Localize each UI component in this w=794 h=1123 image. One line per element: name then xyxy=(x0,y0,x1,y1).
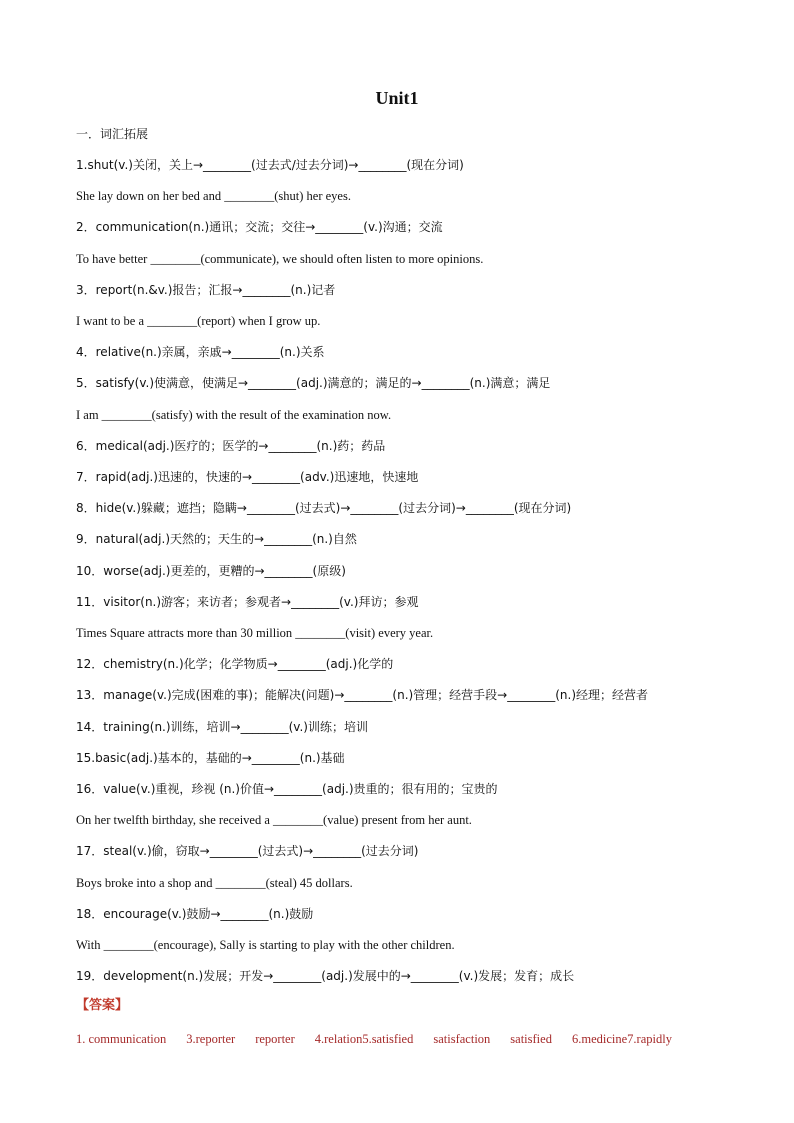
example-sentence: She lay down on her bed and ________(shut) her eyes. xyxy=(76,189,351,204)
answer-label: 【答案】 xyxy=(76,998,129,1013)
vocab-item: 19．development(n.)发展；开发→________(adj.)发展中的→________(v.)发展；发育；成长 xyxy=(76,969,575,984)
vocab-item: 2．communication(n.)通讯；交流；交往→________(v.)沟通；交流 xyxy=(76,220,443,235)
vocab-item: 7．rapid(adj.)迅速的，快速的→________(adv.)迅速地，快速地 xyxy=(76,470,419,484)
answer-item: 6.medicine7.rapidly xyxy=(571,1032,672,1046)
example-sentence: I am ________(satisfy) with the result of the examination now. xyxy=(76,407,392,422)
vocab-item: 15.basic(adj.)基本的，基础的→________(n.)基础 xyxy=(76,750,345,765)
section-heading: 一．词汇拓展 xyxy=(76,127,149,141)
page-title: Unit1 xyxy=(375,88,419,108)
answer-item: 1. communication xyxy=(76,1032,167,1046)
example-sentence: I want to be a ________(report) when I grow up. xyxy=(76,314,321,328)
vocab-item: 14．training(n.)训练，培训→________(v.)训练；培训 xyxy=(76,719,368,734)
vocab-item: 1.shut(v.)关闭，关上→________(过去式/过去分词)→________(现在分词) xyxy=(76,158,464,172)
answer-item: satisfied xyxy=(510,1032,552,1046)
answer-item: satisfaction xyxy=(433,1032,491,1046)
vocab-item: 10．worse(adj.)更差的，更糟的→________(原级) xyxy=(76,563,346,578)
vocab-item: 6．medical(adj.)医疗的；医学的→________(n.)药；药品 xyxy=(76,438,386,453)
example-sentence: To have better ________(communicate), we should often listen to more opinions. xyxy=(76,251,484,266)
answer-item: 3.reporter xyxy=(186,1032,236,1046)
vocab-item: 18．encourage(v.)鼓励→________(n.)鼓励 xyxy=(76,906,314,921)
vocab-item: 13．manage(v.)完成(困难的事)；能解决(问题)→________(n.)管理；经营手段→________(n.)经理；经营者 xyxy=(76,688,649,703)
vocab-item: 5．satisfy(v.)使满意，使满足→________(adj.)满意的；满足的→________(n.)满意；满足 xyxy=(76,376,551,391)
vocab-item: 16．value(v.)重视，珍视 (n.)价值→________(adj.)贵重的；很有用的；宝贵的 xyxy=(76,782,498,796)
answer-item: 4.relation5.satisfied xyxy=(314,1032,414,1046)
answer-item: reporter xyxy=(255,1032,295,1046)
vocab-item: 11．visitor(n.)游客；来访者；参观者→________(v.)拜访；参观 xyxy=(76,594,419,609)
vocab-item: 3．report(n.&v.)报告；汇报→________(n.)记者 xyxy=(76,282,336,297)
example-sentence: On her twelfth birthday, she received a ________(value) present from her aunt. xyxy=(76,813,472,828)
vocab-item: 4．relative(n.)亲属，亲戚→________(n.)关系 xyxy=(76,345,325,360)
example-sentence: Times Square attracts more than 30 million ________(visit) every year. xyxy=(76,626,434,640)
vocab-item: 12．chemistry(n.)化学；化学物质→________(adj.)化学的 xyxy=(76,657,394,672)
vocab-item: 8．hide(v.)躲藏；遮挡；隐瞒→________(过去式)→________(过去分词)→________(现在分词) xyxy=(76,501,572,516)
example-sentence: With ________(encourage), Sally is starting to play with the other children. xyxy=(76,938,455,952)
answer-row xyxy=(76,1031,692,1047)
vocab-item: 17．steal(v.)偷，窃取→________(过去式)→________(过去分词) xyxy=(76,844,419,859)
vocab-item: 9．natural(adj.)天然的；天生的→________(n.)自然 xyxy=(76,532,357,547)
example-sentence: Boys broke into a shop and ________(steal) 45 dollars. xyxy=(76,875,353,890)
